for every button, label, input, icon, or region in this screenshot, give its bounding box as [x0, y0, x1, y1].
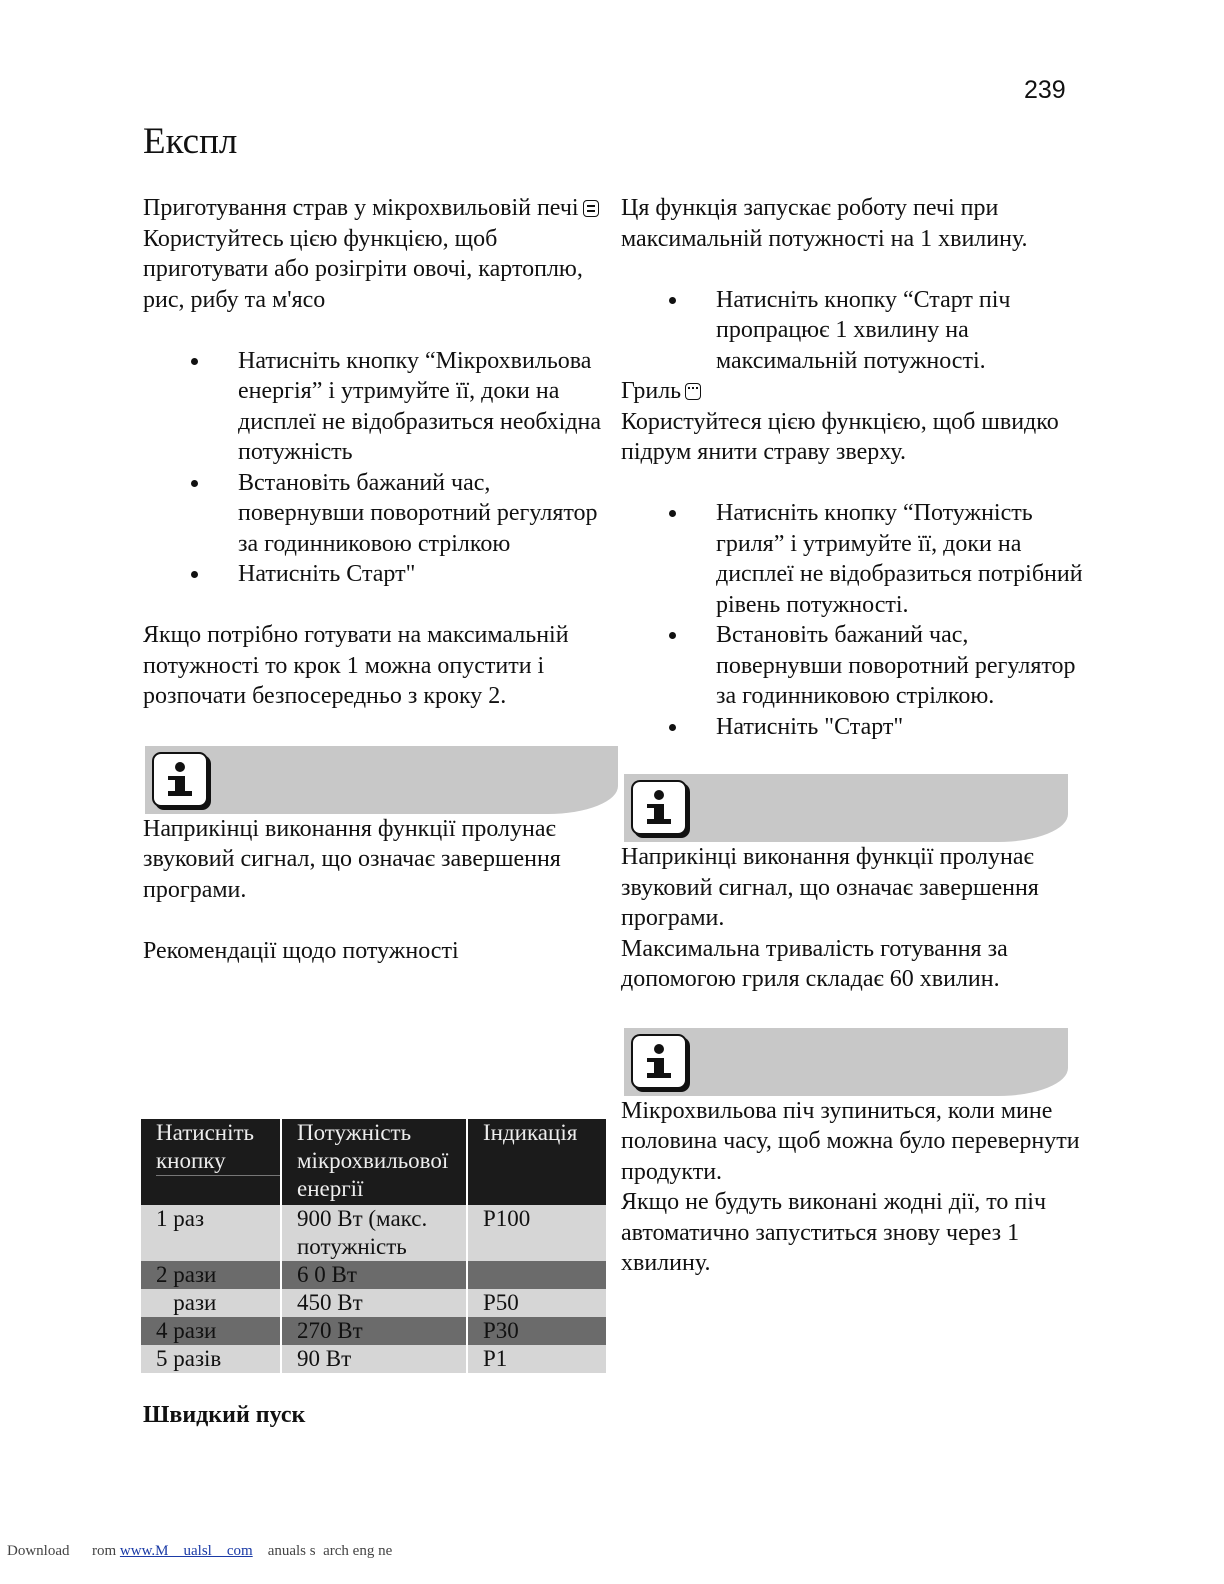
table-cell: 6 0 Вт	[281, 1261, 467, 1289]
quick-start-description: Ця функція запускає роботу печі при максимальній потужності на 1 хвилину.	[621, 195, 1028, 252]
table-cell	[467, 1261, 606, 1289]
footer-link[interactable]: www.M ualsl com	[119, 1543, 253, 1559]
table-cell: рази	[141, 1289, 281, 1317]
list-item	[621, 498, 1091, 620]
table-cell: 450 Вт	[281, 1289, 467, 1317]
table-row	[141, 1345, 606, 1373]
bullet-icon	[669, 297, 676, 304]
step-text: Натисніть кнопку “Потужність гриля” і утримуйте її, доки на дисплеї не відобразиться потрібний рівень потужності.	[716, 500, 1083, 618]
info-icon	[631, 780, 687, 835]
page-number: 239	[1024, 76, 1066, 104]
bullet-icon	[191, 358, 198, 365]
info-text: Мікрохвильова піч зупиниться, коли мине половина часу, щоб можна було перевернути продукти.	[621, 1097, 1080, 1185]
info-text: Якщо не будуть виконані жодні дії, то піч автоматично запуститься знову через 1 хвилину.	[621, 1189, 1047, 1276]
grill-intro: Користуйтеся цією функцією, щоб швидко підрум янити страву зверху.	[621, 408, 1059, 465]
table-cell: 2 рази	[141, 1261, 281, 1289]
list-item	[143, 559, 603, 590]
info-text: Наприкінці виконання функції пролунає звуковий сигнал, що означає завершення програми.	[621, 844, 1039, 931]
page-heading: Експл	[143, 121, 238, 162]
microwave-steps	[143, 346, 603, 590]
bullet-icon	[191, 480, 198, 487]
step-text: Натисніть Старт"	[238, 561, 416, 587]
info-banner	[624, 1028, 1068, 1096]
table-cell: P50	[483, 1290, 519, 1315]
max-power-note: Якщо потрібно готувати на максимальній потужності то крок 1 можна опустити і розпочати безпосередньо з кроку 2.	[143, 622, 569, 709]
table-cell: P1	[483, 1346, 508, 1371]
table-cell: 90 Вт	[281, 1345, 467, 1373]
step-text: Встановіть бажаний час, повернувши поворотний регулятор за годинниковою стрілкою	[238, 469, 598, 557]
info-banner	[145, 746, 618, 814]
list-item	[621, 712, 1091, 743]
table-cell: 5 разів	[141, 1345, 281, 1373]
microwave-section-title	[143, 193, 603, 224]
table-header-cell: Натисніть кнопку	[141, 1119, 281, 1205]
info-icon	[631, 1034, 687, 1089]
grill-steps	[621, 498, 1091, 742]
step-text: Натисніть "Старт"	[716, 713, 904, 740]
step-text: Натисніть кнопку “Старт піч пропрацює 1 хвилину на максимальній потужності.	[716, 286, 1011, 374]
microwave-icon	[583, 200, 599, 217]
footer-prefix: Download rom	[7, 1543, 120, 1559]
table-header-row	[141, 1119, 606, 1205]
step-text: Встановіть бажаний час, повернувши поворотний регулятор за годинниковою стрілкою.	[716, 622, 1076, 709]
table-cell: P100	[483, 1206, 531, 1231]
quick-start-steps	[621, 285, 1091, 377]
quick-start-heading: Швидкий пуск	[143, 1402, 306, 1428]
table-row	[141, 1261, 606, 1289]
table-cell: 270 Вт	[281, 1317, 467, 1345]
bullet-icon	[669, 724, 676, 731]
left-column	[143, 193, 603, 966]
list-item	[621, 285, 1091, 377]
microwave-intro: Користуйтесь цією функцією, щоб приготувати або розігріти овочі, картоплю, рис, рибу та м'ясо	[143, 225, 583, 313]
recommendations-title: Рекомендації щодо потужності	[143, 937, 459, 964]
table-row	[141, 1289, 606, 1317]
info-icon	[152, 752, 208, 807]
table-cell: 900 Вт (макс. потужність	[281, 1205, 467, 1261]
grill-title-text: Гриль	[621, 378, 682, 404]
list-item	[143, 346, 603, 468]
step-text: Натисніть кнопку “Мікрохвильова енергія” і утримуйте її, доки на дисплеї не відобразиться необхідна потужність	[238, 347, 602, 465]
info-banner	[624, 774, 1068, 842]
bullet-icon	[669, 632, 676, 639]
bullet-icon	[191, 571, 198, 578]
bullet-icon	[669, 510, 676, 517]
list-item	[143, 468, 603, 560]
table-header-cell: Індикація	[483, 1120, 578, 1145]
info-text: Максимальна тривалість готування за допомогою гриля складає 60 хвилин.	[621, 935, 1008, 992]
table-cell: 1 раз	[141, 1205, 281, 1261]
info-text: Наприкінці виконання функції пролунає звуковий сигнал, що означає завершення програми.	[143, 815, 561, 903]
list-item	[621, 620, 1091, 712]
grill-section-title	[621, 376, 1091, 407]
right-column	[621, 193, 1091, 1279]
power-table	[141, 1119, 606, 1373]
table-row	[141, 1317, 606, 1345]
footer	[7, 1543, 392, 1560]
microwave-title-text: Приготування страв у мікрохвильовій печі	[143, 195, 579, 221]
table-cell: P30	[483, 1318, 519, 1343]
table-header-cell: Потужність мікрохвильової енергії	[281, 1119, 467, 1205]
footer-suffix: anuals s arch eng ne	[252, 1543, 393, 1559]
table-row	[141, 1205, 606, 1261]
grill-icon	[685, 383, 701, 400]
table-cell: 4 рази	[141, 1317, 281, 1345]
